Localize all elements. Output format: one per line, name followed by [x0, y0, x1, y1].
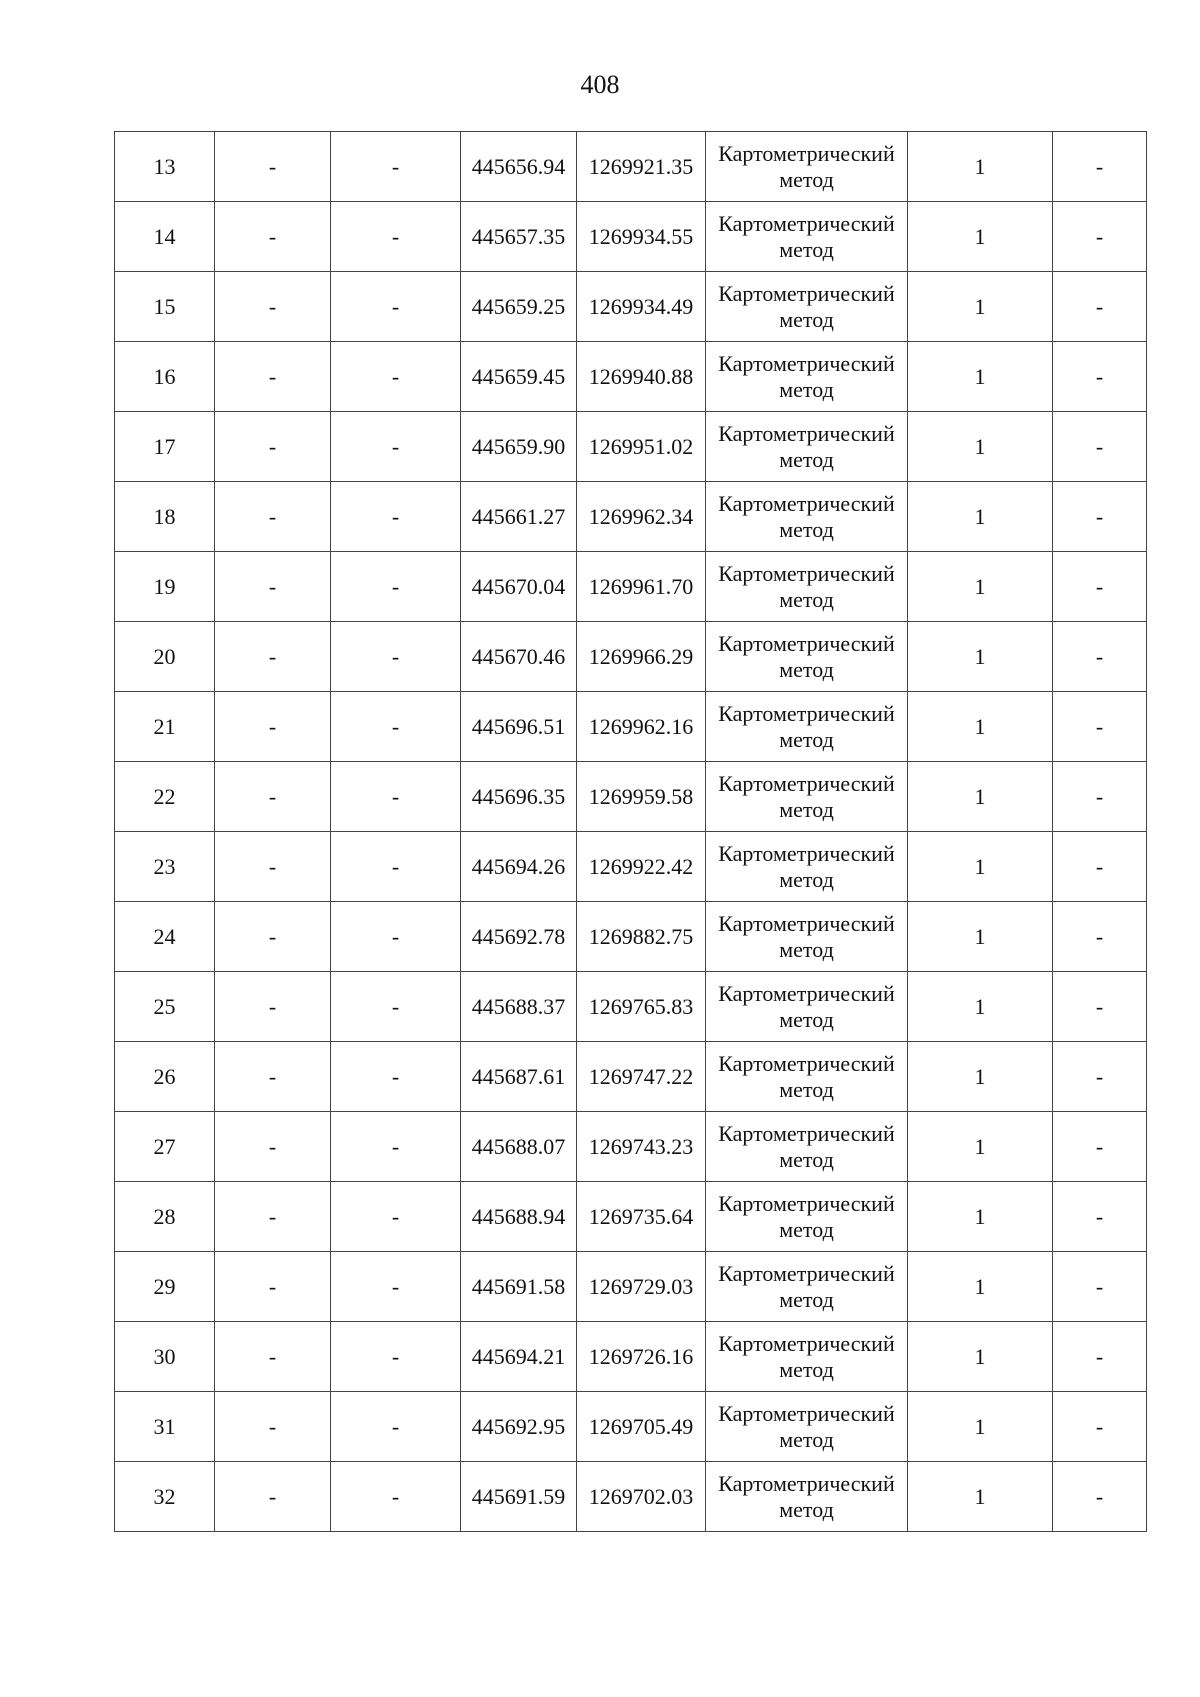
y-coordinate-cell: 1269934.55: [577, 202, 706, 272]
method-line2: метод: [779, 376, 834, 402]
method-line2: метод: [779, 586, 834, 612]
method-cell: [706, 1112, 908, 1182]
y-coordinate-cell: 1269702.03: [577, 1462, 706, 1532]
table-row: [115, 412, 1147, 482]
method-cell: [706, 972, 908, 1042]
accuracy-cell: 1: [908, 972, 1053, 1042]
table-row: [115, 272, 1147, 342]
dash-cell: -: [215, 412, 331, 482]
y-coordinate-cell: 1269961.70: [577, 552, 706, 622]
accuracy-cell: 1: [908, 1392, 1053, 1462]
method-line2: метод: [779, 166, 834, 192]
method-line1: Картометрический: [718, 980, 895, 1006]
method-line1: Картометрический: [718, 420, 895, 446]
point-number-cell: 17: [115, 412, 215, 482]
dash-cell: -: [215, 832, 331, 902]
dash-cell: -: [1053, 272, 1147, 342]
dash-cell: -: [1053, 132, 1147, 202]
x-coordinate-cell: 445687.61: [461, 1042, 577, 1112]
dash-cell: -: [331, 482, 461, 552]
method-line1: Картометрический: [718, 1260, 895, 1286]
y-coordinate-cell: 1269934.49: [577, 272, 706, 342]
method-cell: [706, 342, 908, 412]
accuracy-cell: 1: [908, 622, 1053, 692]
dash-cell: -: [1053, 1392, 1147, 1462]
point-number-cell: 26: [115, 1042, 215, 1112]
dash-cell: -: [331, 202, 461, 272]
x-coordinate-cell: 445692.95: [461, 1392, 577, 1462]
dash-cell: -: [331, 412, 461, 482]
point-number-cell: 21: [115, 692, 215, 762]
dash-cell: -: [215, 1042, 331, 1112]
method-line1: Картометрический: [718, 1120, 895, 1146]
x-coordinate-cell: 445670.04: [461, 552, 577, 622]
point-number-cell: 19: [115, 552, 215, 622]
dash-cell: -: [1053, 692, 1147, 762]
dash-cell: -: [215, 552, 331, 622]
dash-cell: -: [331, 692, 461, 762]
x-coordinate-cell: 445688.94: [461, 1182, 577, 1252]
y-coordinate-cell: 1269705.49: [577, 1392, 706, 1462]
dash-cell: -: [215, 132, 331, 202]
dash-cell: -: [1053, 202, 1147, 272]
x-coordinate-cell: 445691.58: [461, 1252, 577, 1322]
y-coordinate-cell: 1269743.23: [577, 1112, 706, 1182]
x-coordinate-cell: 445696.35: [461, 762, 577, 832]
y-coordinate-cell: 1269726.16: [577, 1322, 706, 1392]
method-line2: метод: [779, 936, 834, 962]
accuracy-cell: 1: [908, 552, 1053, 622]
y-coordinate-cell: 1269921.35: [577, 132, 706, 202]
x-coordinate-cell: 445656.94: [461, 132, 577, 202]
x-coordinate-cell: 445691.59: [461, 1462, 577, 1532]
accuracy-cell: 1: [908, 1462, 1053, 1532]
x-coordinate-cell: 445694.26: [461, 832, 577, 902]
method-line2: метод: [779, 866, 834, 892]
dash-cell: -: [1053, 1182, 1147, 1252]
dash-cell: -: [215, 972, 331, 1042]
dash-cell: -: [331, 552, 461, 622]
method-line1: Картометрический: [718, 700, 895, 726]
y-coordinate-cell: 1269962.16: [577, 692, 706, 762]
accuracy-cell: 1: [908, 902, 1053, 972]
dash-cell: -: [215, 342, 331, 412]
point-number-cell: 32: [115, 1462, 215, 1532]
y-coordinate-cell: 1269747.22: [577, 1042, 706, 1112]
table-row: [115, 692, 1147, 762]
dash-cell: -: [331, 132, 461, 202]
accuracy-cell: 1: [908, 342, 1053, 412]
method-line2: метод: [779, 726, 834, 752]
dash-cell: -: [331, 342, 461, 412]
method-line1: Картометрический: [718, 1470, 895, 1496]
method-cell: [706, 1392, 908, 1462]
accuracy-cell: 1: [908, 762, 1053, 832]
method-line2: метод: [779, 1006, 834, 1032]
accuracy-cell: 1: [908, 1112, 1053, 1182]
dash-cell: -: [1053, 622, 1147, 692]
method-line2: метод: [779, 796, 834, 822]
table-row: [115, 1182, 1147, 1252]
method-cell: [706, 1182, 908, 1252]
method-cell: [706, 1042, 908, 1112]
method-line2: метод: [779, 1076, 834, 1102]
table-row: [115, 832, 1147, 902]
accuracy-cell: 1: [908, 412, 1053, 482]
dash-cell: -: [1053, 1322, 1147, 1392]
dash-cell: -: [1053, 1112, 1147, 1182]
dash-cell: -: [331, 1322, 461, 1392]
point-number-cell: 30: [115, 1322, 215, 1392]
method-cell: [706, 832, 908, 902]
accuracy-cell: 1: [908, 1322, 1053, 1392]
point-number-cell: 25: [115, 972, 215, 1042]
method-line1: Картометрический: [718, 210, 895, 236]
x-coordinate-cell: 445657.35: [461, 202, 577, 272]
accuracy-cell: 1: [908, 692, 1053, 762]
method-line1: Картометрический: [718, 140, 895, 166]
dash-cell: -: [215, 622, 331, 692]
method-line1: Картометрический: [718, 840, 895, 866]
method-line1: Картометрический: [718, 1330, 895, 1356]
dash-cell: -: [331, 1392, 461, 1462]
point-number-cell: 18: [115, 482, 215, 552]
method-cell: [706, 1462, 908, 1532]
method-line2: метод: [779, 656, 834, 682]
method-line1: Картометрический: [718, 1190, 895, 1216]
method-line1: Картометрический: [718, 490, 895, 516]
x-coordinate-cell: 445692.78: [461, 902, 577, 972]
table-row: [115, 762, 1147, 832]
method-line2: метод: [779, 306, 834, 332]
dash-cell: -: [331, 972, 461, 1042]
method-cell: [706, 762, 908, 832]
table-row: [115, 1252, 1147, 1322]
dash-cell: -: [1053, 1042, 1147, 1112]
dash-cell: -: [1053, 902, 1147, 972]
method-cell: [706, 622, 908, 692]
y-coordinate-cell: 1269765.83: [577, 972, 706, 1042]
dash-cell: -: [215, 1322, 331, 1392]
dash-cell: -: [1053, 1252, 1147, 1322]
dash-cell: -: [331, 1252, 461, 1322]
table-row: [115, 1042, 1147, 1112]
y-coordinate-cell: 1269882.75: [577, 902, 706, 972]
dash-cell: -: [215, 1112, 331, 1182]
dash-cell: -: [215, 1182, 331, 1252]
method-cell: [706, 272, 908, 342]
table-row: [115, 132, 1147, 202]
dash-cell: -: [215, 1252, 331, 1322]
method-line1: Картометрический: [718, 350, 895, 376]
y-coordinate-cell: 1269922.42: [577, 832, 706, 902]
accuracy-cell: 1: [908, 482, 1053, 552]
method-line1: Картометрический: [718, 910, 895, 936]
method-line2: метод: [779, 1426, 834, 1452]
point-number-cell: 14: [115, 202, 215, 272]
method-cell: [706, 552, 908, 622]
coordinates-table: [114, 131, 1147, 1532]
y-coordinate-cell: 1269951.02: [577, 412, 706, 482]
dash-cell: -: [1053, 552, 1147, 622]
dash-cell: -: [331, 1042, 461, 1112]
method-cell: [706, 692, 908, 762]
method-cell: [706, 482, 908, 552]
table-row: [115, 1392, 1147, 1462]
dash-cell: -: [331, 1462, 461, 1532]
point-number-cell: 20: [115, 622, 215, 692]
accuracy-cell: 1: [908, 132, 1053, 202]
table-row: [115, 1112, 1147, 1182]
x-coordinate-cell: 445688.37: [461, 972, 577, 1042]
method-line2: метод: [779, 1496, 834, 1522]
page-number: 408: [580, 70, 620, 99]
x-coordinate-cell: 445659.90: [461, 412, 577, 482]
table-row: [115, 482, 1147, 552]
point-number-cell: 23: [115, 832, 215, 902]
accuracy-cell: 1: [908, 1252, 1053, 1322]
table-body: [115, 132, 1147, 1532]
table-row: [115, 552, 1147, 622]
method-line1: Картометрический: [718, 630, 895, 656]
method-line2: метод: [779, 446, 834, 472]
method-line2: метод: [779, 1286, 834, 1312]
accuracy-cell: 1: [908, 272, 1053, 342]
table-row: [115, 972, 1147, 1042]
method-cell: [706, 1322, 908, 1392]
dash-cell: -: [1053, 1462, 1147, 1532]
table-row: [115, 622, 1147, 692]
method-cell: [706, 412, 908, 482]
dash-cell: -: [215, 1462, 331, 1532]
point-number-cell: 29: [115, 1252, 215, 1322]
dash-cell: -: [331, 272, 461, 342]
point-number-cell: 16: [115, 342, 215, 412]
method-cell: [706, 202, 908, 272]
dash-cell: -: [331, 622, 461, 692]
point-number-cell: 15: [115, 272, 215, 342]
y-coordinate-cell: 1269735.64: [577, 1182, 706, 1252]
point-number-cell: 24: [115, 902, 215, 972]
dash-cell: -: [215, 692, 331, 762]
table-row: [115, 342, 1147, 412]
point-number-cell: 13: [115, 132, 215, 202]
y-coordinate-cell: 1269962.34: [577, 482, 706, 552]
x-coordinate-cell: 445688.07: [461, 1112, 577, 1182]
method-line1: Картометрический: [718, 560, 895, 586]
dash-cell: -: [1053, 412, 1147, 482]
method-line1: Картометрический: [718, 1400, 895, 1426]
point-number-cell: 31: [115, 1392, 215, 1462]
dash-cell: -: [215, 202, 331, 272]
dash-cell: -: [331, 1112, 461, 1182]
accuracy-cell: 1: [908, 832, 1053, 902]
method-line2: метод: [779, 1216, 834, 1242]
accuracy-cell: 1: [908, 202, 1053, 272]
table-row: [115, 902, 1147, 972]
method-cell: [706, 132, 908, 202]
dash-cell: -: [1053, 482, 1147, 552]
method-line2: метод: [779, 1146, 834, 1172]
method-line2: метод: [779, 1356, 834, 1382]
point-number-cell: 27: [115, 1112, 215, 1182]
dash-cell: -: [215, 272, 331, 342]
point-number-cell: 28: [115, 1182, 215, 1252]
table-row: [115, 202, 1147, 272]
y-coordinate-cell: 1269940.88: [577, 342, 706, 412]
method-line1: Картометрический: [718, 1050, 895, 1076]
y-coordinate-cell: 1269959.58: [577, 762, 706, 832]
dash-cell: -: [331, 762, 461, 832]
x-coordinate-cell: 445659.45: [461, 342, 577, 412]
y-coordinate-cell: 1269966.29: [577, 622, 706, 692]
x-coordinate-cell: 445694.21: [461, 1322, 577, 1392]
method-cell: [706, 1252, 908, 1322]
dash-cell: -: [215, 1392, 331, 1462]
dash-cell: -: [1053, 972, 1147, 1042]
table-row: [115, 1462, 1147, 1532]
x-coordinate-cell: 445670.46: [461, 622, 577, 692]
y-coordinate-cell: 1269729.03: [577, 1252, 706, 1322]
method-line1: Картометрический: [718, 770, 895, 796]
dash-cell: -: [1053, 832, 1147, 902]
dash-cell: -: [215, 482, 331, 552]
x-coordinate-cell: 445661.27: [461, 482, 577, 552]
dash-cell: -: [215, 762, 331, 832]
x-coordinate-cell: 445659.25: [461, 272, 577, 342]
accuracy-cell: 1: [908, 1182, 1053, 1252]
method-cell: [706, 902, 908, 972]
point-number-cell: 22: [115, 762, 215, 832]
table-row: [115, 1322, 1147, 1392]
method-line2: метод: [779, 516, 834, 542]
dash-cell: -: [331, 902, 461, 972]
dash-cell: -: [1053, 342, 1147, 412]
accuracy-cell: 1: [908, 1042, 1053, 1112]
dash-cell: -: [215, 902, 331, 972]
x-coordinate-cell: 445696.51: [461, 692, 577, 762]
dash-cell: -: [1053, 762, 1147, 832]
dash-cell: -: [331, 832, 461, 902]
method-line1: Картометрический: [718, 280, 895, 306]
dash-cell: -: [331, 1182, 461, 1252]
method-line2: метод: [779, 236, 834, 262]
